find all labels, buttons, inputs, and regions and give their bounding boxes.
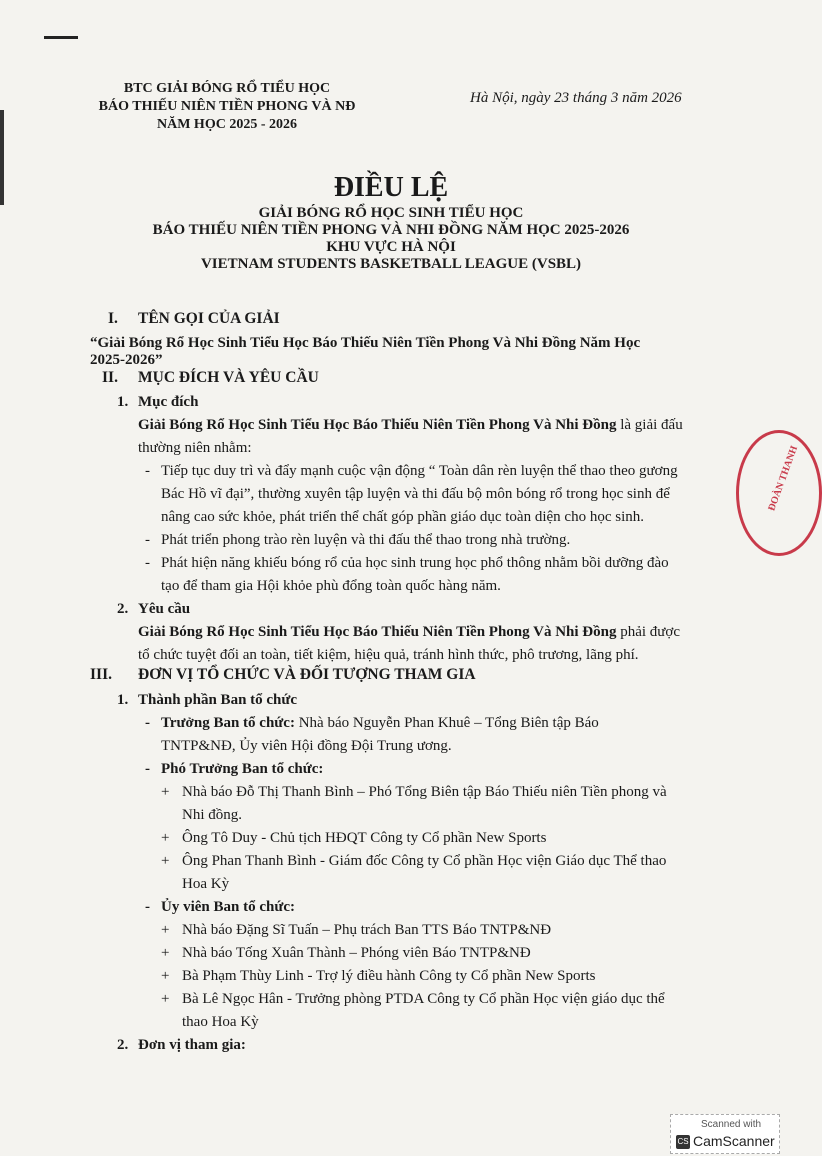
purpose-bullet-3-line2: tạo để tham gia Hội khỏe phù đổng toàn quốc hàng năm.: [161, 578, 501, 594]
section-3-2-number: 2.: [117, 1037, 129, 1053]
deputy-3-line1: Ông Phan Thanh Bình - Giám đốc Công ty Cổ phần Học viện Giáo dục Thể thao: [182, 853, 667, 869]
chairman-line1: [161, 711, 599, 735]
section-3-1-heading: Thành phần Ban tổ chức: [138, 692, 298, 708]
document-date: Hà Nội, ngày 23 tháng 3 năm 2026: [470, 90, 682, 106]
bullet-dash: -: [145, 532, 150, 548]
bullet-dash: -: [145, 761, 150, 777]
section-1-text-line2: 2025-2026”: [90, 352, 163, 368]
member-label: Ủy viên Ban tổ chức:: [161, 899, 295, 915]
section-3-number: III.: [90, 666, 112, 683]
document-subtitle: [0, 205, 782, 273]
deputy-1-line1: Nhà báo Đỗ Thị Thanh Bình – Phó Tổng Biên tập Báo Thiếu niên Tiền phong và: [182, 784, 667, 800]
document-title: ĐIỀU LỆ: [333, 172, 449, 203]
purpose-bullet-1-line2: Bác Hồ vĩ đại”, thường xuyên tập luyện và thi đấu bộ môn bóng rổ trong học sinh để: [161, 486, 670, 502]
section-3-1-number: 1.: [117, 692, 129, 708]
section-2-1-heading: Mục đích: [138, 394, 199, 410]
member-4-line1: Bà Lê Ngọc Hân - Trưởng phòng PTDA Công ty Cổ phần Học viện giáo dục thể: [182, 991, 665, 1007]
competition-name: Giải Bóng Rổ Học Sinh Tiểu Học Báo Thiếu Niên Tiền Phong Và Nhi Đồng: [138, 417, 617, 433]
bullet-plus: +: [161, 830, 170, 846]
purpose-bullet-1-line1: Tiếp tục duy trì và đẩy mạnh cuộc vận động “ Toàn dân rèn luyện thể thao theo gương: [161, 463, 678, 479]
section-1-text-line1: “Giải Bóng Rổ Học Sinh Tiểu Học Báo Thiếu Niên Tiền Phong Và Nhi Đồng Năm Học: [90, 335, 641, 351]
section-2-number: II.: [102, 369, 118, 386]
member-3: Bà Phạm Thùy Linh - Trợ lý điều hành Công ty Cổ phần New Sports: [182, 968, 596, 984]
deputy-1-line2: Nhi đồng.: [182, 807, 242, 823]
scan-mark: [44, 36, 78, 39]
section-2-2-number: 2.: [117, 601, 129, 617]
requirement-paragraph-line2: tổ chức tuyệt đối an toàn, tiết kiệm, hiệu quả, tránh hình thức, phô trương, lãng phí.: [138, 647, 639, 663]
section-2-heading: MỤC ĐÍCH VÀ YÊU CẦU: [138, 369, 319, 386]
bullet-plus: +: [161, 945, 170, 961]
purpose-paragraph-line1: [138, 413, 683, 437]
bullet-plus: +: [161, 968, 170, 984]
bullet-dash: -: [145, 555, 150, 571]
camscanner-logo-icon: CS: [676, 1135, 690, 1149]
bullet-dash: -: [145, 715, 150, 731]
section-1-heading: TÊN GỌI CỦA GIẢI: [138, 310, 280, 327]
section-3-heading: ĐƠN VỊ TỔ CHỨC VÀ ĐỐI TƯỢNG THAM GIA: [138, 666, 476, 683]
member-1: Nhà báo Đặng Sĩ Tuấn – Phụ trách Ban TTS Báo TNTP&NĐ: [182, 922, 552, 938]
organizer-header: [82, 80, 372, 134]
watermark-line2: CamScanner: [693, 1133, 775, 1149]
section-2-2-heading: Yêu cầu: [138, 601, 191, 617]
requirement-paragraph-line1: [138, 620, 680, 644]
subtitle-line2: BÁO THIẾU NIÊN TIỀN PHONG VÀ NHI ĐỒNG NĂM HỌC 2025-2026: [152, 222, 630, 238]
purpose-bullet-3-line1: Phát hiện năng khiếu bóng rổ của học sinh trung học phổ thông nhằm bồi dưỡng đào: [161, 555, 669, 571]
organizer-line3: NĂM HỌC 2025 - 2026: [157, 117, 297, 132]
chairman-text: Nhà báo Nguyễn Phan Khuê – Tổng Biên tập Báo: [294, 715, 599, 731]
subtitle-line3: KHU VỰC HÀ NỘI: [326, 239, 456, 255]
deputy-label: Phó Trưởng Ban tổ chức:: [161, 761, 324, 777]
deputy-3-line2: Hoa Kỳ: [182, 876, 230, 892]
chairman-line2: TNTP&NĐ, Ủy viên Hội đồng Đội Trung ương.: [161, 738, 452, 754]
chairman-label: Trưởng Ban tổ chức:: [161, 715, 295, 731]
section-1-number: I.: [108, 310, 118, 327]
organizer-line1: BTC GIẢI BÓNG RỔ TIỂU HỌC: [123, 81, 331, 96]
red-stamp: [736, 430, 822, 556]
purpose-bullet-1-line3: nâng cao sức khỏe, phát triển thể chất góp phần giáo dục toàn diện cho học sinh.: [161, 509, 644, 525]
subtitle-line1: GIẢI BÓNG RỔ HỌC SINH TIỂU HỌC: [258, 205, 524, 221]
deputy-2: Ông Tô Duy - Chủ tịch HĐQT Công ty Cổ phần New Sports: [182, 830, 547, 846]
bullet-plus: +: [161, 853, 170, 869]
organizer-line2: BÁO THIẾU NIÊN TIỀN PHONG VÀ NĐ: [98, 99, 356, 114]
requirement-text: phải được: [616, 624, 681, 640]
section-2-1-number: 1.: [117, 394, 129, 410]
competition-name: Giải Bóng Rổ Học Sinh Tiểu Học Báo Thiếu Niên Tiền Phong Và Nhi Đồng: [138, 624, 617, 640]
bullet-plus: +: [161, 784, 170, 800]
member-2: Nhà báo Tống Xuân Thành – Phóng viên Báo TNTP&NĐ: [182, 945, 531, 961]
purpose-bullet-2: Phát triển phong trào rèn luyện và thi đấu thể thao trong nhà trường.: [161, 532, 571, 548]
stamp-text: ĐOÀN THANH: [766, 444, 801, 513]
purpose-text: là giải đấu: [616, 417, 683, 433]
bullet-dash: -: [145, 463, 150, 479]
watermark-line1: Scanned with: [701, 1119, 762, 1130]
member-4-line2: thao Hoa Kỳ: [182, 1014, 259, 1030]
bullet-plus: +: [161, 991, 170, 1007]
bullet-dash: -: [145, 899, 150, 915]
bullet-plus: +: [161, 922, 170, 938]
camscanner-watermark: [670, 1114, 780, 1154]
subtitle-line4: VIETNAM STUDENTS BASKETBALL LEAGUE (VSBL): [200, 256, 582, 272]
purpose-paragraph-line2: thường niên nhằm:: [138, 440, 252, 456]
section-3-2-heading: Đơn vị tham gia:: [138, 1037, 246, 1053]
